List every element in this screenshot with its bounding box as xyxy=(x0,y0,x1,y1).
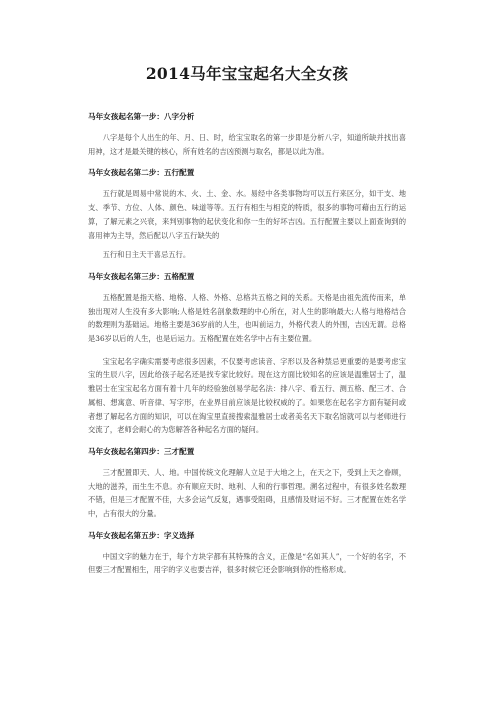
paragraph: 五行和日主天干喜忌五行。 xyxy=(102,250,191,260)
paragraph: 宝宝起名字确实需要考虑很多因素，不仅要考虑读音、字形以及各种禁忌更重要的是要考虑宝宝的生辰八字，因此给孩子起名还是找专家比较好。现在这方面比较知名的应该是温雅居士了，温雅居士在宝宝起名方面有着十几年的经验独创易学起名法：排八字、看五行、测五格、配三才、合属相、想寓意、听音律、写字形，在业界目前应该是比较权威的了。如果您在起名字方面有疑问或者想了解起名方面的知识，可以在淘宝里直接搜索温雅居士或者美名天下取名馆就可以与老师进行交流了，老师会耐心的为您解答各种起名方面的疑问。 xyxy=(88,356,406,435)
section-heading: 马年女孩起名第一步：八字分析 xyxy=(88,112,195,121)
document-body xyxy=(88,111,406,586)
section-heading: 马年女孩起名第五步：字义选择 xyxy=(88,530,195,540)
section-heading: 马年女孩起名第四步：三才配置 xyxy=(88,446,195,456)
section-heading: 马年女孩起名第三步：五格配置 xyxy=(88,271,195,281)
paragraph: 中国文字的魅力在于，每个方块字都有其特殊的含义，正像是“名如其人”，一个好的名字，不但要三才配置相生，用字的字义也要吉祥，很多时候它还会影响到你的性格形成。 xyxy=(88,551,406,575)
paragraph: 八字是每个人出生的年、月、日、时，给宝宝取名的第一步即是分析八字，知道所缺并找出喜用神，这才是最关键的核心，所有姓名的吉凶预测与取名，都是以此为准。 xyxy=(88,133,406,156)
section-heading: 马年女孩起名第二步：五行配置 xyxy=(88,168,195,178)
paragraph: 三才配置即天、人、地。中国传统文化理解人立足于大地之上，在天之下，受到上天之眷顾，大地的滋养，而生生不息。亦有顺应天时、地利、人和的行事哲理。溯名过程中，有很多姓名数理不错，但是三才配置不佳，大多会运气反复，遇事受阻碍，且感情及财运不好。三才配置在姓名学中，占有很大的分量。 xyxy=(88,467,406,519)
section-step-2 xyxy=(88,167,406,262)
section-step-4 xyxy=(88,446,406,521)
section-step-3 xyxy=(88,271,406,437)
section-step-1 xyxy=(88,111,406,158)
paragraph: 五行就是周易中常说的木、火、土、金、水。易经中各类事物均可以五行来区分，如干支、地支、季节、方位、人体、颜色、味道等等。五行有相生与相克的特质，很多的事物可藉由五行的运算，了解元素之兴衰，来判别事物的起伏变化和你一生的好坏吉凶。五行配置主要以上面查询到的喜用神为主导，然后配以八字五行缺失的 xyxy=(88,189,406,240)
paragraph: 五格配置是指天格、地格、人格、外格、总格共五格之间的关系。天格是由祖先流传而来，单独出现对人生没有多大影响;人格是姓名剖象数理的中心所在，对人生的影响最大;人格与地格结合的数理则为基础运。地格主要是36岁前的人生，也叫前运力，外格代表人的外围，吉凶无谓。总格是36岁以后的人生，也是后运力。五格配置在姓名学中占有主要位置。 xyxy=(88,292,406,344)
page-title: 2014马年宝宝起名大全女孩 xyxy=(145,64,349,83)
section-step-5 xyxy=(88,530,406,577)
